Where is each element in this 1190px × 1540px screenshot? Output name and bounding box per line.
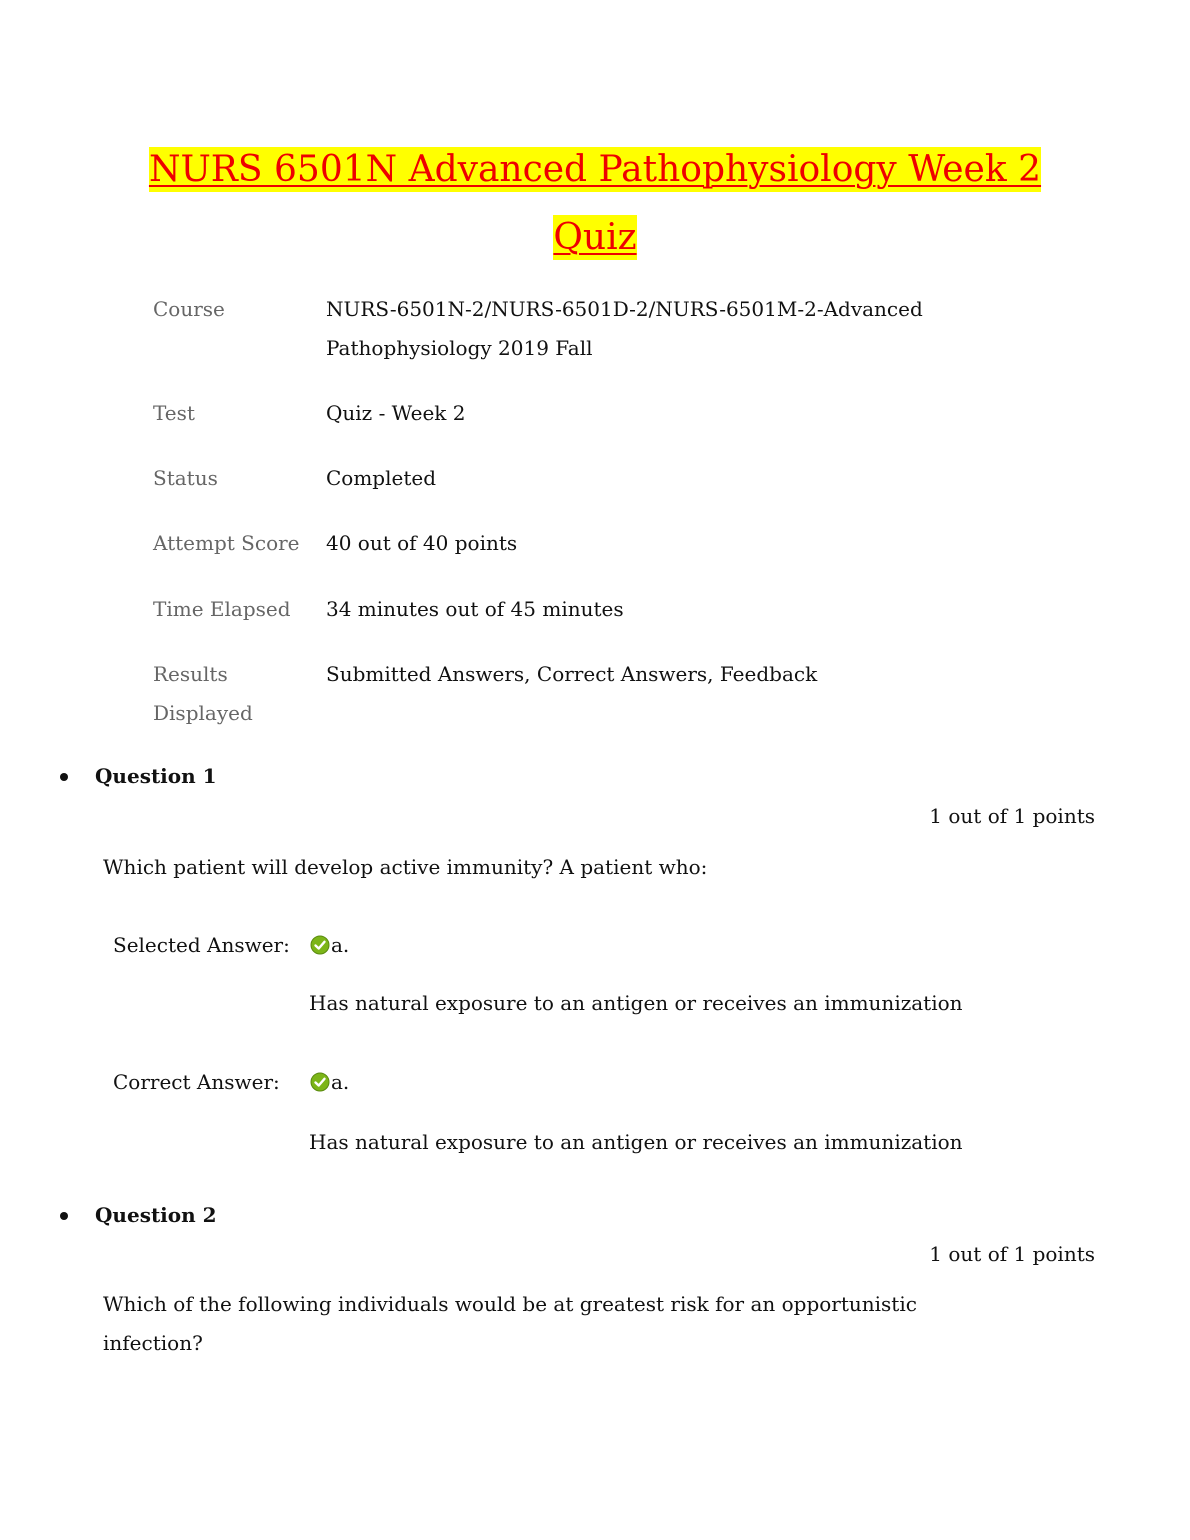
page-title [0,136,1190,272]
correct-answer-text: Has natural exposure to an antigen or receives an immunization [309,1130,963,1154]
meta-value: Completed [326,466,437,490]
check-circle-icon [310,935,330,955]
meta-value: Submitted Answers, Correct Answers, Feedback [326,662,818,686]
bullet-icon [60,773,68,781]
question-text: Which patient will develop active immunity? A patient who: [103,855,708,879]
meta-label: Status [153,466,218,490]
question-points: 1 out of 1 points [929,804,1095,828]
correct-answer-label: Correct Answer: [113,1070,280,1094]
selected-answer-label: Selected Answer: [113,933,290,957]
meta-label: Results Displayed [153,662,253,725]
meta-value: Quiz - Week 2 [326,401,466,425]
answer-letter-text: a. [331,933,350,957]
selected-answer-letter [310,930,349,960]
meta-label: Course [153,297,225,321]
page-title-line-2: Quiz [553,217,637,258]
question-heading: Question 2 [95,1203,217,1227]
meta-label: Time Elapsed [153,597,291,621]
meta-label: Test [153,401,195,425]
meta-value: 40 out of 40 points [326,531,518,555]
bullet-icon [60,1212,68,1220]
check-circle-icon [310,1072,330,1092]
selected-answer-text: Has natural exposure to an antigen or receives an immunization [309,991,963,1015]
meta-value: NURS-6501N-2/NURS-6501D-2/NURS-6501M-2-Advanced Pathophysiology 2019 Fall [326,297,923,360]
meta-label: Attempt Score [153,531,300,555]
answer-letter-text: a. [331,1070,350,1094]
meta-value: 34 minutes out of 45 minutes [326,597,624,621]
page-title-line-1: NURS 6501N Advanced Pathophysiology Week 2 [148,149,1042,190]
question-heading: Question 1 [95,764,217,788]
question-text: Which of the following individuals would be at greatest risk for an opportunistic infection? [103,1292,917,1355]
correct-answer-letter [310,1067,349,1097]
question-points: 1 out of 1 points [929,1242,1095,1266]
